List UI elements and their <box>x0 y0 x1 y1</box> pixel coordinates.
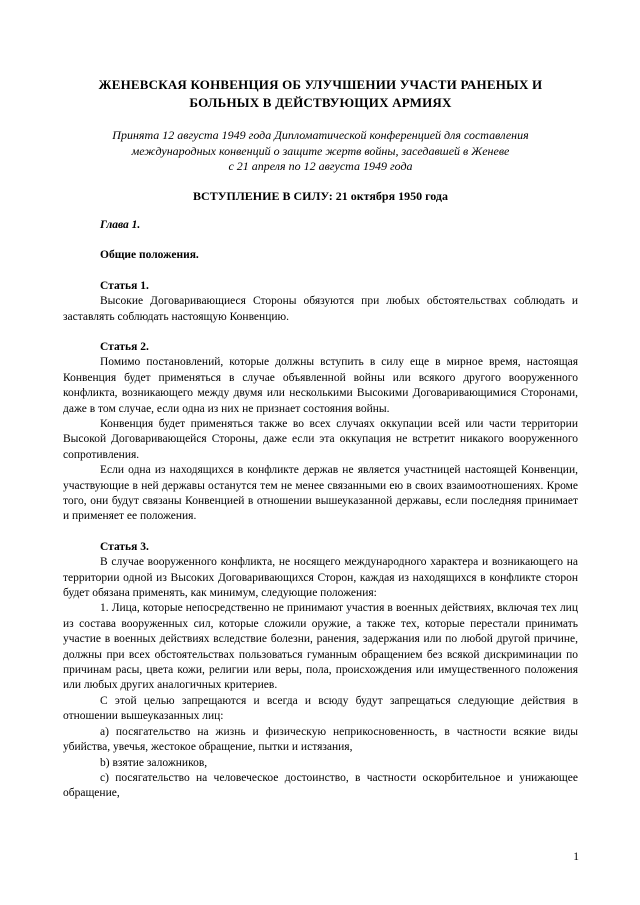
article-3-heading: Статья 3. <box>100 540 149 553</box>
chapter-heading: Глава 1. <box>100 218 141 231</box>
page-number: 1 <box>573 851 579 863</box>
paragraph: С этой целью запрещаются и всегда и всюду будут запрещаться следующие действия в отношении вышеуказанных лиц: <box>63 694 578 723</box>
entry-into-force-heading: ВСТУПЛЕНИЕ В СИЛУ: 21 октября 1950 года <box>193 188 448 203</box>
list-item-b: b) взятие заложников, <box>100 756 208 769</box>
paragraph: Помимо постановлений, которые должны вступить в силу еще в мирное время, настоящая Конвенция будет применяться в случае объявленной войны или всякого другого вооруженного конфликта, возникающего между двумя или несколькими Высокими Договаривающимися Сторонами, даже в том случае, если одна из них не признает состояния войны. <box>63 356 578 415</box>
paragraph: Конвенция будет применяться также во всех случаях оккупации всей или части территории Высокой Договаривающейся Стороны, даже если эта оккупация не встретит никакого вооруженного сопротивления. <box>63 417 578 461</box>
paragraph: Если одна из находящихся в конфликте держав не является участницей настоящей Конвенции, участвующие в ней державы останутся тем не менее связанными ею в своих взаимоотношениях. Кроме того, они будут связаны Конвенцией в отношении вышеуказанной державы, если последняя принимает и применяет ее положения. <box>63 464 578 523</box>
article-2 <box>63 340 578 525</box>
document-title: ЖЕНЕВСКАЯ КОНВЕНЦИЯ ОБ УЛУЧШЕНИИ УЧАСТИ РАНЕНЫХ И БОЛЬНЫХ В ДЕЙСТВУЮЩИХ АРМИЯХ <box>98 77 543 110</box>
article-2-heading: Статья 2. <box>100 340 149 353</box>
paragraph: 1. Лица, которые непосредственно не принимают участия в военных действиях, включая тех лиц из состава вооруженных сил, которые сложили оружие, а также тех, которые перестали принимать участие в военных действиях вследствие болезни, ранения, задержания или по любой другой причине, должны при всех обстоятельствах пользоваться гуманным обращением без всякой дискриминации по причинам расы, цвета кожи, религии или веры, пола, происхождения или имущественного положения или любых других аналогичных критериев. <box>63 602 578 692</box>
article-3 <box>63 540 578 802</box>
article-1 <box>63 279 578 325</box>
adoption-note <box>63 128 578 175</box>
article-1-heading: Статья 1. <box>100 279 149 292</box>
paragraph: В случае вооруженного конфликта, не носящего международного характера и возникающего на территории одной из Высоких Договаривающихся Сторон, каждая из находящихся в конфликте сторон будет обязана применять, как минимум, следующие положения: <box>63 556 578 600</box>
list-item-c: c) посягательство на человеческое достоинство, в частности оскорбительное и унижающее обращение, <box>63 771 578 800</box>
list-item-a: a) посягательство на жизнь и физическую неприкосновенность, в частности всякие виды убийства, увечья, жестокое обращение, пытки и истязания, <box>63 725 578 754</box>
paragraph: Высокие Договаривающиеся Стороны обязуются при любых обстоятельствах соблюдать и заставлять соблюдать настоящую Конвенцию. <box>63 295 578 323</box>
adoption-note-line: международных конвенций о защите жертв войны, заседавшей в Женеве <box>131 143 510 158</box>
adoption-note-line: Принята 12 августа 1949 года Дипломатической конференцией для составления <box>112 128 529 142</box>
adoption-note-line: с 21 апреля по 12 августа 1949 года <box>228 159 413 173</box>
section-heading: Общие положения. <box>100 249 199 262</box>
